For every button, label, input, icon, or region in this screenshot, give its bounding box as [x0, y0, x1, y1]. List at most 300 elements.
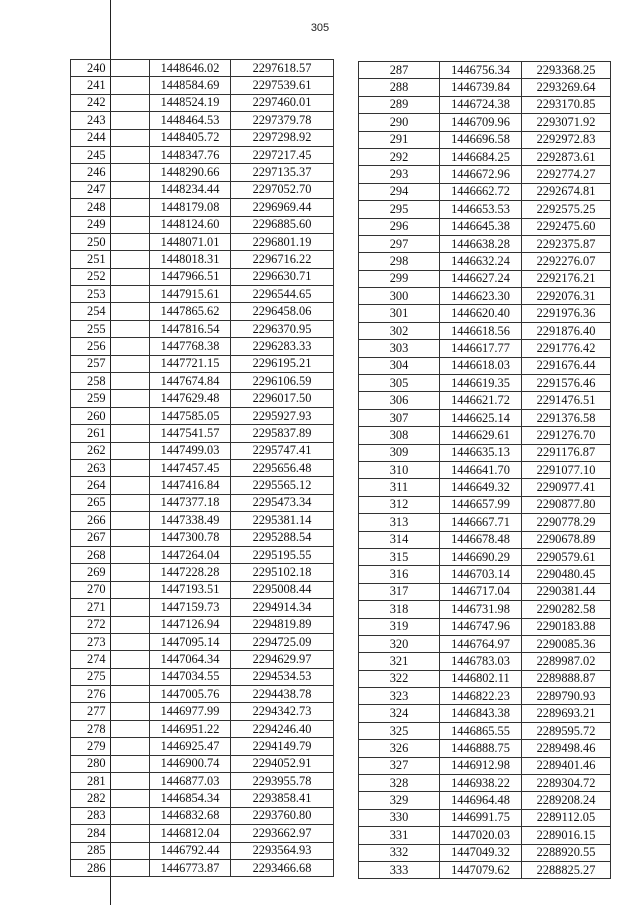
point-number: 242 — [71, 94, 150, 111]
table-row — [71, 842, 334, 859]
table-row — [71, 303, 334, 320]
table-row — [359, 114, 611, 131]
x-coordinate: 1448179.08 — [150, 199, 231, 216]
x-coordinate: 1446667.71 — [440, 514, 522, 531]
table-row — [71, 320, 334, 337]
x-coordinate: 1446951.22 — [150, 720, 231, 737]
y-coordinate: 2291576.46 — [522, 375, 611, 392]
table-row — [359, 62, 611, 79]
x-coordinate: 1446717.04 — [440, 583, 522, 600]
point-number: 319 — [359, 618, 440, 635]
point-number: 268 — [71, 546, 150, 563]
table-row — [359, 201, 611, 218]
table-row — [359, 427, 611, 444]
x-coordinate: 1446747.96 — [440, 618, 522, 635]
point-number: 288 — [359, 79, 440, 96]
y-coordinate: 2291776.42 — [522, 340, 611, 357]
x-coordinate: 1446662.72 — [440, 183, 522, 200]
y-coordinate: 2292176.21 — [522, 270, 611, 287]
point-number: 306 — [359, 392, 440, 409]
x-coordinate: 1447020.03 — [440, 827, 522, 844]
point-number: 326 — [359, 740, 440, 757]
x-coordinate: 1447816.54 — [150, 320, 231, 337]
y-coordinate: 2289208.24 — [522, 792, 611, 809]
x-coordinate: 1446641.70 — [440, 461, 522, 478]
x-coordinate: 1446739.84 — [440, 79, 522, 96]
table-row — [359, 740, 611, 757]
table-row — [71, 790, 334, 807]
point-number: 255 — [71, 320, 150, 337]
table-row — [359, 670, 611, 687]
x-coordinate: 1446627.24 — [440, 270, 522, 287]
y-coordinate: 2290579.61 — [522, 548, 611, 565]
point-number: 279 — [71, 738, 150, 755]
x-coordinate: 1447377.18 — [150, 494, 231, 511]
y-coordinate: 2297298.92 — [231, 129, 334, 146]
x-coordinate: 1447193.51 — [150, 581, 231, 598]
y-coordinate: 2295195.55 — [231, 546, 334, 563]
x-coordinate: 1446764.97 — [440, 635, 522, 652]
y-coordinate: 2289888.87 — [522, 670, 611, 687]
point-number: 314 — [359, 531, 440, 548]
point-number: 280 — [71, 755, 150, 772]
y-coordinate: 2297460.01 — [231, 94, 334, 111]
point-number: 291 — [359, 131, 440, 148]
point-number: 246 — [71, 164, 150, 181]
x-coordinate: 1447264.04 — [150, 546, 231, 563]
point-number: 303 — [359, 340, 440, 357]
y-coordinate: 2290877.80 — [522, 496, 611, 513]
y-coordinate: 2290381.44 — [522, 583, 611, 600]
point-number: 240 — [71, 60, 150, 77]
x-coordinate: 1446635.13 — [440, 444, 522, 461]
table-row — [359, 253, 611, 270]
point-number: 285 — [71, 842, 150, 859]
y-coordinate: 2294629.97 — [231, 651, 334, 668]
y-coordinate: 2288920.55 — [522, 844, 611, 861]
table-row — [71, 251, 334, 268]
y-coordinate: 2290778.29 — [522, 514, 611, 531]
point-number: 263 — [71, 459, 150, 476]
x-coordinate: 1446625.14 — [440, 409, 522, 426]
y-coordinate: 2297052.70 — [231, 181, 334, 198]
point-number: 250 — [71, 233, 150, 250]
y-coordinate: 2291077.10 — [522, 461, 611, 478]
point-number: 304 — [359, 357, 440, 374]
x-coordinate: 1446802.11 — [440, 670, 522, 687]
point-number: 274 — [71, 651, 150, 668]
table-row — [359, 218, 611, 235]
y-coordinate: 2295656.48 — [231, 459, 334, 476]
point-number: 261 — [71, 425, 150, 442]
point-number: 307 — [359, 409, 440, 426]
x-coordinate: 1446938.22 — [440, 775, 522, 792]
y-coordinate: 2296017.50 — [231, 390, 334, 407]
x-coordinate: 1446912.98 — [440, 757, 522, 774]
table-row — [359, 722, 611, 739]
table-row — [359, 235, 611, 252]
y-coordinate: 2292475.60 — [522, 218, 611, 235]
x-coordinate: 1447416.84 — [150, 477, 231, 494]
table-row — [359, 444, 611, 461]
table-row — [71, 199, 334, 216]
x-coordinate: 1446888.75 — [440, 740, 522, 757]
table-row — [71, 442, 334, 459]
table-row — [359, 809, 611, 826]
table-row — [359, 79, 611, 96]
point-number: 271 — [71, 599, 150, 616]
y-coordinate: 2289401.46 — [522, 757, 611, 774]
x-coordinate: 1447768.38 — [150, 338, 231, 355]
point-number: 254 — [71, 303, 150, 320]
y-coordinate: 2291976.36 — [522, 305, 611, 322]
y-coordinate: 2293368.25 — [522, 62, 611, 79]
y-coordinate: 2294914.34 — [231, 599, 334, 616]
table-row — [71, 338, 334, 355]
coordinates-table-right — [358, 61, 611, 879]
table-row — [359, 183, 611, 200]
x-coordinate: 1447865.62 — [150, 303, 231, 320]
x-coordinate: 1446877.03 — [150, 773, 231, 790]
x-coordinate: 1447049.32 — [440, 844, 522, 861]
x-coordinate: 1448124.60 — [150, 216, 231, 233]
x-coordinate: 1446865.55 — [440, 722, 522, 739]
x-coordinate: 1446672.96 — [440, 166, 522, 183]
x-coordinate: 1447915.61 — [150, 286, 231, 303]
y-coordinate: 2293170.85 — [522, 96, 611, 113]
table-row — [71, 668, 334, 685]
point-number: 293 — [359, 166, 440, 183]
point-number: 310 — [359, 461, 440, 478]
table-row — [71, 581, 334, 598]
x-coordinate: 1448464.53 — [150, 112, 231, 129]
table-row — [359, 166, 611, 183]
x-coordinate: 1446684.25 — [440, 148, 522, 165]
y-coordinate: 2292276.07 — [522, 253, 611, 270]
table-row — [359, 288, 611, 305]
point-number: 272 — [71, 616, 150, 633]
x-coordinate: 1447300.78 — [150, 529, 231, 546]
x-coordinate: 1447585.05 — [150, 407, 231, 424]
x-coordinate: 1447228.28 — [150, 564, 231, 581]
table-row — [71, 529, 334, 546]
table-row — [359, 270, 611, 287]
y-coordinate: 2290480.45 — [522, 566, 611, 583]
point-number: 270 — [71, 581, 150, 598]
x-coordinate: 1446623.30 — [440, 288, 522, 305]
table-row — [359, 688, 611, 705]
table-row — [71, 807, 334, 824]
y-coordinate: 2290085.36 — [522, 635, 611, 652]
table-row — [71, 633, 334, 650]
table-row — [359, 479, 611, 496]
table-row — [359, 340, 611, 357]
table-row — [71, 268, 334, 285]
table-row — [359, 775, 611, 792]
table-row — [71, 373, 334, 390]
point-number: 247 — [71, 181, 150, 198]
y-coordinate: 2290678.89 — [522, 531, 611, 548]
table-row — [71, 425, 334, 442]
point-number: 296 — [359, 218, 440, 235]
point-number: 332 — [359, 844, 440, 861]
table-row — [71, 686, 334, 703]
y-coordinate: 2296801.19 — [231, 233, 334, 250]
point-number: 275 — [71, 668, 150, 685]
point-number: 244 — [71, 129, 150, 146]
y-coordinate: 2295381.14 — [231, 512, 334, 529]
point-number: 297 — [359, 235, 440, 252]
point-number: 284 — [71, 825, 150, 842]
y-coordinate: 2294438.78 — [231, 686, 334, 703]
table-row — [71, 216, 334, 233]
table-row — [71, 181, 334, 198]
table-row — [71, 599, 334, 616]
table-row — [359, 635, 611, 652]
x-coordinate: 1447095.14 — [150, 633, 231, 650]
y-coordinate: 2296544.65 — [231, 286, 334, 303]
table-row — [71, 859, 334, 876]
y-coordinate: 2296195.21 — [231, 355, 334, 372]
y-coordinate: 2291276.70 — [522, 427, 611, 444]
x-coordinate: 1446703.14 — [440, 566, 522, 583]
y-coordinate: 2293662.97 — [231, 825, 334, 842]
y-coordinate: 2297618.57 — [231, 60, 334, 77]
y-coordinate: 2294149.79 — [231, 738, 334, 755]
point-number: 312 — [359, 496, 440, 513]
x-coordinate: 1447338.49 — [150, 512, 231, 529]
point-number: 316 — [359, 566, 440, 583]
y-coordinate: 2293955.78 — [231, 773, 334, 790]
y-coordinate: 2292873.61 — [522, 148, 611, 165]
x-coordinate: 1447159.73 — [150, 599, 231, 616]
point-number: 248 — [71, 199, 150, 216]
x-coordinate: 1447674.84 — [150, 373, 231, 390]
y-coordinate: 2292076.31 — [522, 288, 611, 305]
x-coordinate: 1447005.76 — [150, 686, 231, 703]
y-coordinate: 2296716.22 — [231, 251, 334, 268]
table-row — [71, 477, 334, 494]
x-coordinate: 1446925.47 — [150, 738, 231, 755]
y-coordinate: 2292774.27 — [522, 166, 611, 183]
y-coordinate: 2292674.81 — [522, 183, 611, 200]
table-row — [71, 112, 334, 129]
y-coordinate: 2288825.27 — [522, 861, 611, 878]
x-coordinate: 1446617.77 — [440, 340, 522, 357]
point-number: 241 — [71, 77, 150, 94]
table-row — [359, 844, 611, 861]
x-coordinate: 1447126.94 — [150, 616, 231, 633]
table-row — [359, 792, 611, 809]
point-number: 276 — [71, 686, 150, 703]
y-coordinate: 2294819.89 — [231, 616, 334, 633]
y-coordinate: 2296283.33 — [231, 338, 334, 355]
table-row — [359, 548, 611, 565]
y-coordinate: 2293858.41 — [231, 790, 334, 807]
y-coordinate: 2290183.88 — [522, 618, 611, 635]
y-coordinate: 2292375.87 — [522, 235, 611, 252]
x-coordinate: 1446653.53 — [440, 201, 522, 218]
table-row — [359, 96, 611, 113]
x-coordinate: 1446629.61 — [440, 427, 522, 444]
y-coordinate: 2291476.51 — [522, 392, 611, 409]
table-row — [71, 233, 334, 250]
x-coordinate: 1446991.75 — [440, 809, 522, 826]
table-row — [359, 496, 611, 513]
point-number: 278 — [71, 720, 150, 737]
point-number: 302 — [359, 322, 440, 339]
table-row — [71, 773, 334, 790]
table-row — [71, 825, 334, 842]
y-coordinate: 2295008.44 — [231, 581, 334, 598]
y-coordinate: 2289790.93 — [522, 688, 611, 705]
y-coordinate: 2295927.93 — [231, 407, 334, 424]
x-coordinate: 1446756.34 — [440, 62, 522, 79]
point-number: 252 — [71, 268, 150, 285]
y-coordinate: 2296885.60 — [231, 216, 334, 233]
y-coordinate: 2294052.91 — [231, 755, 334, 772]
y-coordinate: 2293760.80 — [231, 807, 334, 824]
x-coordinate: 1447034.55 — [150, 668, 231, 685]
y-coordinate: 2289304.72 — [522, 775, 611, 792]
point-number: 267 — [71, 529, 150, 546]
x-coordinate: 1448018.31 — [150, 251, 231, 268]
point-number: 321 — [359, 653, 440, 670]
x-coordinate: 1446731.98 — [440, 601, 522, 618]
point-number: 299 — [359, 270, 440, 287]
point-number: 289 — [359, 96, 440, 113]
y-coordinate: 2297379.78 — [231, 112, 334, 129]
point-number: 273 — [71, 633, 150, 650]
point-number: 318 — [359, 601, 440, 618]
x-coordinate: 1446678.48 — [440, 531, 522, 548]
point-number: 287 — [359, 62, 440, 79]
point-number: 327 — [359, 757, 440, 774]
y-coordinate: 2293564.93 — [231, 842, 334, 859]
point-number: 298 — [359, 253, 440, 270]
table-row — [71, 512, 334, 529]
point-number: 264 — [71, 477, 150, 494]
y-coordinate: 2295102.18 — [231, 564, 334, 581]
y-coordinate: 2295747.41 — [231, 442, 334, 459]
point-number: 324 — [359, 705, 440, 722]
x-coordinate: 1448290.66 — [150, 164, 231, 181]
x-coordinate: 1448646.02 — [150, 60, 231, 77]
y-coordinate: 2293071.92 — [522, 114, 611, 131]
table-row — [359, 461, 611, 478]
point-number: 320 — [359, 635, 440, 652]
point-number: 325 — [359, 722, 440, 739]
y-coordinate: 2295288.54 — [231, 529, 334, 546]
table-row — [71, 546, 334, 563]
y-coordinate: 2291676.44 — [522, 357, 611, 374]
x-coordinate: 1448405.72 — [150, 129, 231, 146]
x-coordinate: 1446638.28 — [440, 235, 522, 252]
table-row — [71, 77, 334, 94]
y-coordinate: 2291876.40 — [522, 322, 611, 339]
point-number: 282 — [71, 790, 150, 807]
x-coordinate: 1446854.34 — [150, 790, 231, 807]
table-row — [71, 129, 334, 146]
y-coordinate: 2296106.59 — [231, 373, 334, 390]
point-number: 257 — [71, 355, 150, 372]
point-number: 330 — [359, 809, 440, 826]
point-number: 259 — [71, 390, 150, 407]
table-row — [359, 757, 611, 774]
point-number: 265 — [71, 494, 150, 511]
y-coordinate: 2296630.71 — [231, 268, 334, 285]
table-row — [359, 618, 611, 635]
table-row — [71, 94, 334, 111]
table-row — [359, 375, 611, 392]
x-coordinate: 1446724.38 — [440, 96, 522, 113]
x-coordinate: 1446709.96 — [440, 114, 522, 131]
point-number: 260 — [71, 407, 150, 424]
x-coordinate: 1448071.01 — [150, 233, 231, 250]
point-number: 295 — [359, 201, 440, 218]
point-number: 328 — [359, 775, 440, 792]
y-coordinate: 2289595.72 — [522, 722, 611, 739]
point-number: 262 — [71, 442, 150, 459]
x-coordinate: 1447499.03 — [150, 442, 231, 459]
table-row — [71, 355, 334, 372]
y-coordinate: 2290282.58 — [522, 601, 611, 618]
y-coordinate: 2293269.64 — [522, 79, 611, 96]
coordinates-table-left — [70, 59, 334, 877]
x-coordinate: 1447966.51 — [150, 268, 231, 285]
page-number: 305 — [310, 22, 330, 34]
y-coordinate: 2295473.34 — [231, 494, 334, 511]
x-coordinate: 1446696.58 — [440, 131, 522, 148]
x-coordinate: 1448584.69 — [150, 77, 231, 94]
point-number: 249 — [71, 216, 150, 233]
table-row — [71, 616, 334, 633]
y-coordinate: 2289987.02 — [522, 653, 611, 670]
y-coordinate: 2296969.44 — [231, 199, 334, 216]
point-number: 269 — [71, 564, 150, 581]
x-coordinate: 1446843.38 — [440, 705, 522, 722]
x-coordinate: 1447457.45 — [150, 459, 231, 476]
x-coordinate: 1446618.56 — [440, 322, 522, 339]
table-row — [359, 131, 611, 148]
x-coordinate: 1446773.87 — [150, 859, 231, 876]
point-number: 286 — [71, 859, 150, 876]
y-coordinate: 2289498.46 — [522, 740, 611, 757]
y-coordinate: 2294725.09 — [231, 633, 334, 650]
x-coordinate: 1446832.68 — [150, 807, 231, 824]
table-row — [359, 583, 611, 600]
table-row — [359, 409, 611, 426]
point-number: 292 — [359, 148, 440, 165]
y-coordinate: 2289016.15 — [522, 827, 611, 844]
point-number: 243 — [71, 112, 150, 129]
x-coordinate: 1446812.04 — [150, 825, 231, 842]
point-number: 277 — [71, 703, 150, 720]
y-coordinate: 2290977.41 — [522, 479, 611, 496]
table-row — [359, 861, 611, 878]
table-row — [359, 566, 611, 583]
table-row — [359, 322, 611, 339]
x-coordinate: 1446783.03 — [440, 653, 522, 670]
table-row — [71, 703, 334, 720]
point-number: 322 — [359, 670, 440, 687]
y-coordinate: 2291376.58 — [522, 409, 611, 426]
point-number: 290 — [359, 114, 440, 131]
point-number: 301 — [359, 305, 440, 322]
y-coordinate: 2294534.53 — [231, 668, 334, 685]
table-row — [359, 392, 611, 409]
x-coordinate: 1446822.23 — [440, 688, 522, 705]
